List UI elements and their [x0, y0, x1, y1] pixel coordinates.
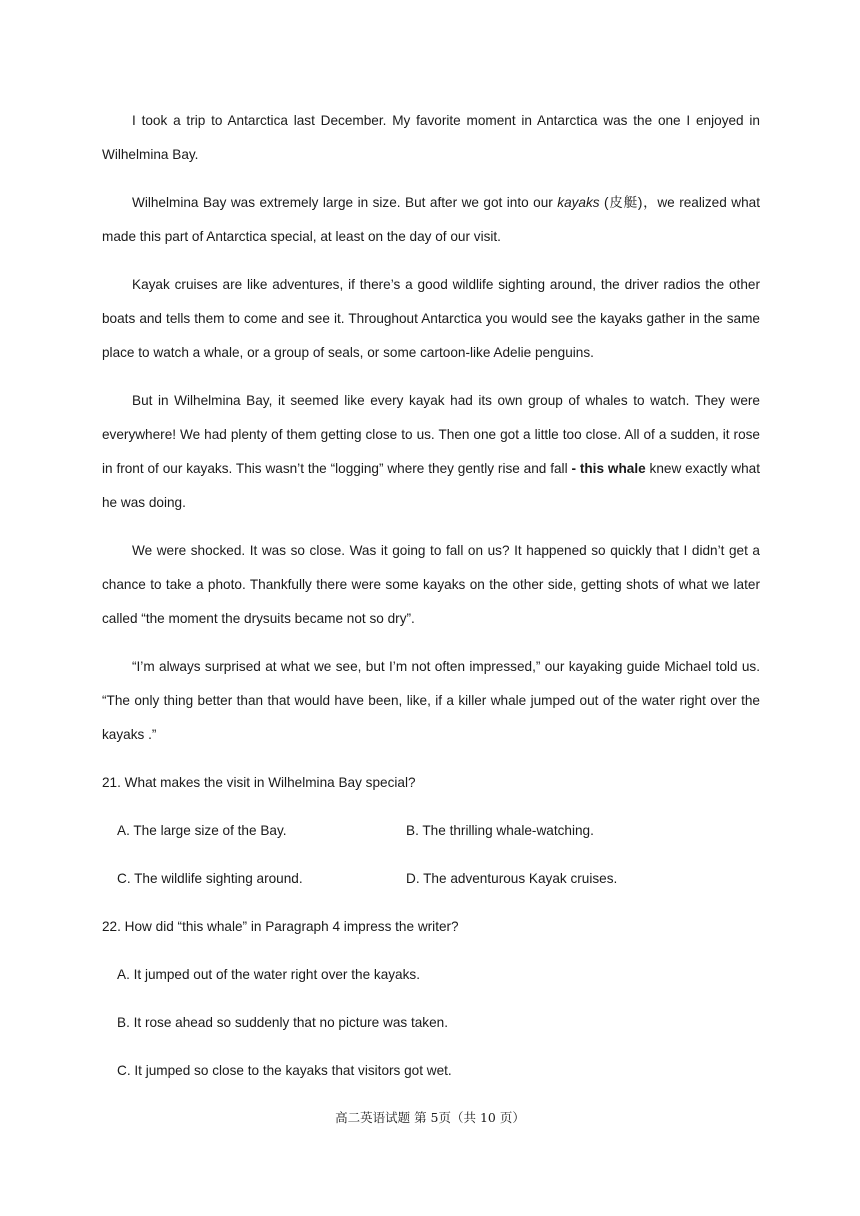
passage-paragraph-5 — [102, 534, 760, 636]
passage-paragraph-4 — [102, 384, 760, 520]
passage-paragraph-6 — [102, 650, 760, 752]
bold-phrase: - this whale — [571, 461, 646, 476]
paragraph-text: Kayak cruises are like adventures, if there’s a good wildlife sighting around, the driver radios the other boats and tells them to come and see it. Throughout Antarctica you would see the kayaks gather in the same place to watch a whale, or a group of seals, or some cartoon-like Adelie penguins. — [102, 277, 760, 360]
paragraph-text: (皮艇)，we realized what made this part of Antarctica special, at least on the day of our visit. — [102, 195, 760, 244]
italic-term: kayaks — [557, 195, 600, 210]
paragraph-text: But in Wilhelmina Bay, it seemed like every kayak had its own group of whales to watch. They were everywhere! We had plenty of them getting close to us. Then one got a little too close. All of a sudden, it rose in front of our kayaks. This wasn’t the “logging” where they gently rise and fall — [102, 393, 760, 476]
question-22-option-c[interactable]: C. It jumped so close to the kayaks that visitors got wet. — [117, 1063, 452, 1078]
question-22-option-a[interactable]: A. It jumped out of the water right over the kayaks. — [117, 967, 420, 982]
question-21-option-b[interactable]: B. The thrilling whale-watching. — [406, 823, 594, 838]
question-21-option-d[interactable]: D. The adventurous Kayak cruises. — [406, 871, 618, 886]
passage-paragraph-1 — [102, 104, 760, 172]
question-22-option-b[interactable]: B. It rose ahead so suddenly that no picture was taken. — [117, 1015, 448, 1030]
question-21-options-row-2 — [102, 862, 760, 896]
question-21-option-a[interactable]: A. The large size of the Bay. — [117, 823, 287, 838]
question-21-options-row-1 — [102, 814, 760, 848]
passage-paragraph-3 — [102, 268, 760, 370]
page-footer: 高二英语试题 第 5页（共 10 页） — [335, 1110, 525, 1125]
paragraph-text: “I’m always surprised at what we see, but I’m not often impressed,” our kayaking guide Michael told us. “The only thing better than that would have been, like, if a killer whale jumped out of the water right over the kayaks .” — [102, 659, 760, 742]
paragraph-text: I took a trip to Antarctica last December. My favorite moment in Antarctica was the one I enjoyed in Wilhelmina Bay. — [102, 113, 760, 162]
paragraph-text: Wilhelmina Bay was extremely large in size. But after we got into our — [132, 195, 558, 210]
paragraph-text: knew exactly what he was doing. — [102, 461, 761, 510]
question-22-stem: 22. How did “this whale” in Paragraph 4 impress the writer? — [102, 919, 459, 934]
question-21-option-c[interactable]: C. The wildlife sighting around. — [117, 871, 303, 886]
reading-section — [102, 104, 760, 1102]
question-21-stem: 21. What makes the visit in Wilhelmina Bay special? — [102, 775, 416, 790]
paragraph-text: We were shocked. It was so close. Was it going to fall on us? It happened so quickly that I didn’t get a chance to take a photo. Thankfully there were some kayaks on the other side, getting shots of what we later called “the moment the drysuits became not so dry”. — [102, 543, 760, 626]
passage-paragraph-2 — [102, 186, 760, 254]
